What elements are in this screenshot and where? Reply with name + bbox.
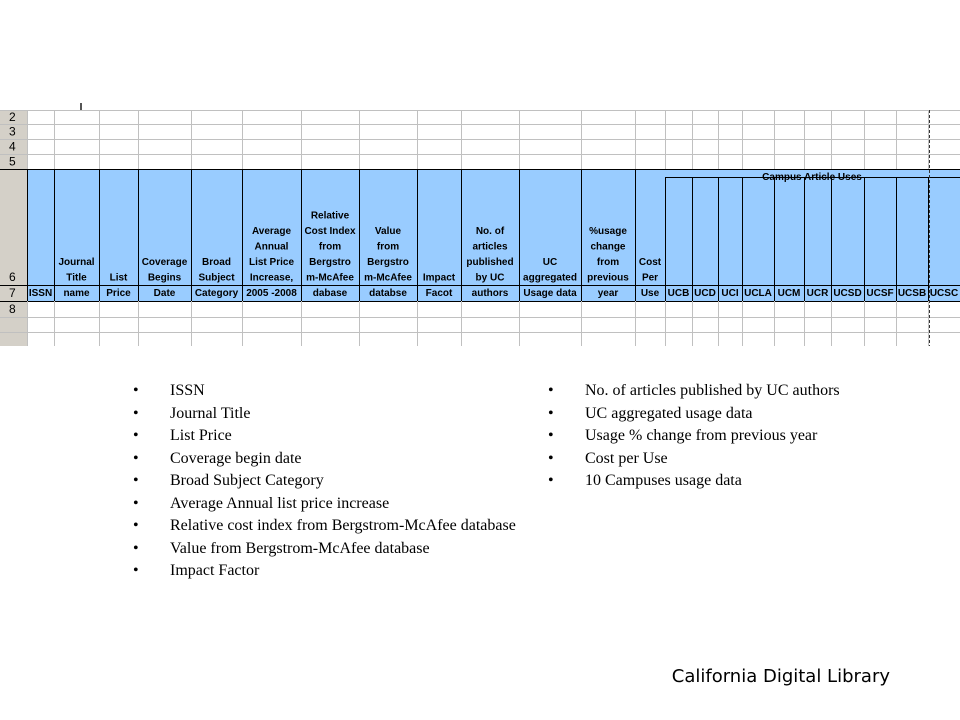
column-header-label: Increase, [249, 272, 294, 284]
column-header-label: name [63, 288, 90, 299]
column-header-label: databse [369, 288, 407, 299]
bullet-item: • ISSN [133, 383, 533, 399]
column-header-label: published [466, 257, 514, 268]
bullet-item: • Impact Factor [133, 563, 533, 579]
row-number: 6 [9, 270, 16, 284]
column-header-label: UCB [667, 288, 690, 299]
column-header-label: from [596, 257, 620, 268]
cursor-mark [80, 103, 82, 110]
column-header-label: m-McAfee [364, 272, 412, 284]
column-header-label: year [597, 288, 619, 299]
column-header-label: m-McAfee [306, 272, 354, 284]
column-header-label: Impact [422, 272, 456, 284]
row-number: 8 [9, 302, 16, 316]
bullet-item: • Coverage begin date [133, 451, 533, 467]
column-header-label: Per [641, 272, 659, 284]
column-header-label: Category [194, 288, 239, 299]
bullet-item: • No. of articles published by UC authors [548, 383, 948, 399]
column-header-label: Usage data [523, 288, 577, 299]
row-number: 3 [9, 124, 16, 139]
column-header-label: UCSD [833, 288, 862, 299]
column-header-label: aggregated [523, 272, 577, 284]
spreadsheet-excerpt [0, 110, 960, 346]
bullet-item: • Journal Title [133, 406, 533, 422]
column-header-label: Cost [638, 257, 662, 268]
column-header-label: UCLA [744, 288, 772, 299]
row-number: 5 [9, 154, 16, 169]
column-header-label: from [318, 241, 342, 253]
column-header-label: Subject [198, 272, 235, 284]
column-header-label: by UC [475, 272, 505, 284]
column-header-label: Bergstro [367, 257, 409, 268]
column-header-label: Begins [147, 272, 182, 284]
column-header-label: UCSB [897, 288, 927, 299]
column-header-label: UCM [777, 288, 801, 299]
left-bullet-list [133, 383, 533, 586]
column-header-label: articles [472, 241, 508, 253]
column-header-label: change [590, 241, 626, 253]
bullet-item: • 10 Campuses usage data [548, 473, 948, 489]
column-header-label: Value [374, 226, 402, 237]
column-header-label: No. of [475, 226, 505, 237]
bullet-item: • List Price [133, 428, 533, 444]
row-number: 4 [9, 139, 16, 154]
column-header-label: from [376, 241, 400, 253]
column-header-label: Bergstro [309, 257, 351, 268]
column-header-label: List [109, 272, 128, 284]
bullet-item: • Relative cost index from Bergstrom-McAfee database [133, 518, 533, 534]
column-header-label: UCR [806, 288, 829, 299]
bullet-item: • Cost per Use [548, 451, 948, 467]
column-header-label: Facot [425, 288, 453, 299]
footer-credit: California Digital Library [671, 666, 890, 687]
bullet-item: • Broad Subject Category [133, 473, 533, 489]
column-header-label: Relative [310, 210, 350, 222]
column-header-label: 2005 -2008 [246, 288, 297, 299]
bullet-item: • Value from Bergstrom-McAfee database [133, 541, 533, 557]
column-header-label: ISSN [28, 288, 53, 299]
column-header-label: UCI [721, 288, 739, 299]
campus-group-header: Campus Article Uses [762, 172, 862, 183]
column-header-label: Price [106, 288, 131, 299]
column-header-label: Average [251, 226, 292, 237]
column-header-label: Use [640, 288, 660, 299]
column-header-label: dabase [312, 288, 348, 299]
column-header-label: Annual [254, 241, 289, 253]
spreadsheet-grid [0, 110, 960, 346]
column-header-label: UCSF [866, 288, 894, 299]
right-bullet-list [548, 383, 948, 496]
bullet-item: • UC aggregated usage data [548, 406, 948, 422]
column-header-label: Cost Index [304, 226, 356, 237]
column-header-label: authors [471, 288, 509, 299]
row-number: 7 [9, 286, 16, 300]
column-header-label: UCSC [929, 288, 959, 299]
column-header-label: Broad [202, 257, 231, 268]
column-header-label: UCD [694, 288, 716, 299]
column-header-label: Coverage [141, 257, 188, 268]
bullet-item: • Average Annual list price increase [133, 496, 533, 512]
column-header-label: UC [542, 257, 558, 268]
column-header-label: previous [587, 272, 629, 284]
column-header-label: %usage [589, 226, 627, 237]
row-number: 2 [9, 110, 16, 124]
column-header-label: Title [66, 272, 87, 284]
column-header-label: Journal [58, 257, 95, 268]
column-header-label: Date [153, 288, 176, 299]
column-header-label: List Price [248, 257, 295, 268]
bullet-item: • Usage % change from previous year [548, 428, 948, 444]
